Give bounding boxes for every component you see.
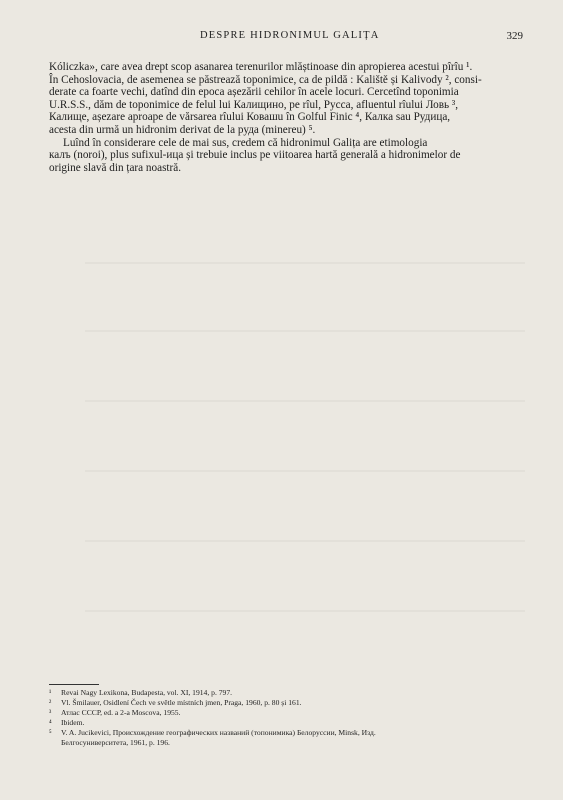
paragraph-2 [49,137,524,175]
footnote-text: V. A. Jucikevici, Происхождение географических названий (топонимика) Белоруссии, Minsk, Изд. [61,728,376,737]
show-through-line [85,330,525,332]
footnotes [49,688,524,748]
page-number: 329 [506,30,523,42]
footnote-text: Ibidem. [61,718,85,727]
footnote-divider [49,684,99,685]
text-line: origine slavă din țara noastră. [49,161,182,174]
paragraph-1 [49,61,524,137]
footnote-text: Revai Nagy Lexikona, Budapesta, vol. XI, 1914, p. 797. [61,688,233,697]
running-head-title: DESPRE HIDRONIMUL GALIȚA [200,30,380,41]
footnote [49,738,524,748]
text-line: U.R.S.S., dăm de toponimice de felul lui Калищино, pe rîul, Русса, afluentul rîului Ловь ³, [49,98,459,111]
footnote-number: ¹ [49,688,52,697]
footnote [49,728,524,738]
footnote-number: ⁴ [49,718,52,727]
running-head [80,30,523,46]
footnote [49,718,524,728]
footnote [49,708,524,718]
show-through-line [85,610,525,612]
text-line: acesta din urmă un hidronim derivat de la руда (minereu) ⁵. [49,123,316,136]
footnote-text: Белгосуниверситета, 1961, p. 196. [61,738,170,747]
show-through-line [85,470,525,472]
text-line: калъ (noroi), plus sufixul-ица și trebuie inclus pe viitoarea hartă generală a hidronimelor de [49,149,461,162]
text-line: În Cehoslovacia, de asemenea se păstrează toponimice, ca de pildă : Kaliště și Kalivody ², consi- [49,73,482,86]
footnote [49,698,524,708]
footnote-number: ⁵ [49,728,52,737]
footnote-text: Vl. Šmilauer, Osidlení Čech ve světle místních jmen, Praga, 1960, p. 80 și 161. [61,698,302,707]
text-line: Kóliczka», care avea drept scop asanarea terenurilor mlăștinoase din apropierea acestui pîrîu ¹. [49,61,473,73]
text-line: Luînd în considerare cele de mai sus, credem că hidronimul Galița are etimologia [63,136,428,149]
show-through-line [85,262,525,264]
footnote-number: ³ [49,708,52,717]
show-through-line [85,540,525,542]
body-text [49,61,524,174]
footnote [49,688,524,698]
text-line: derate ca foarte vechi, datînd din epoca așezării cehilor în acele locuri. Cercetînd toponimia [49,86,459,99]
footnote-number: ² [49,698,52,707]
show-through-line [85,400,525,402]
footnote-text: Атлас СССР, ed. a 2-a Moscova, 1955. [61,708,181,717]
text-line: Калище, așezare aproape de vărsarea rîului Ковашu în Golful Finic ⁴, Калка sau Рудица, [49,111,451,124]
